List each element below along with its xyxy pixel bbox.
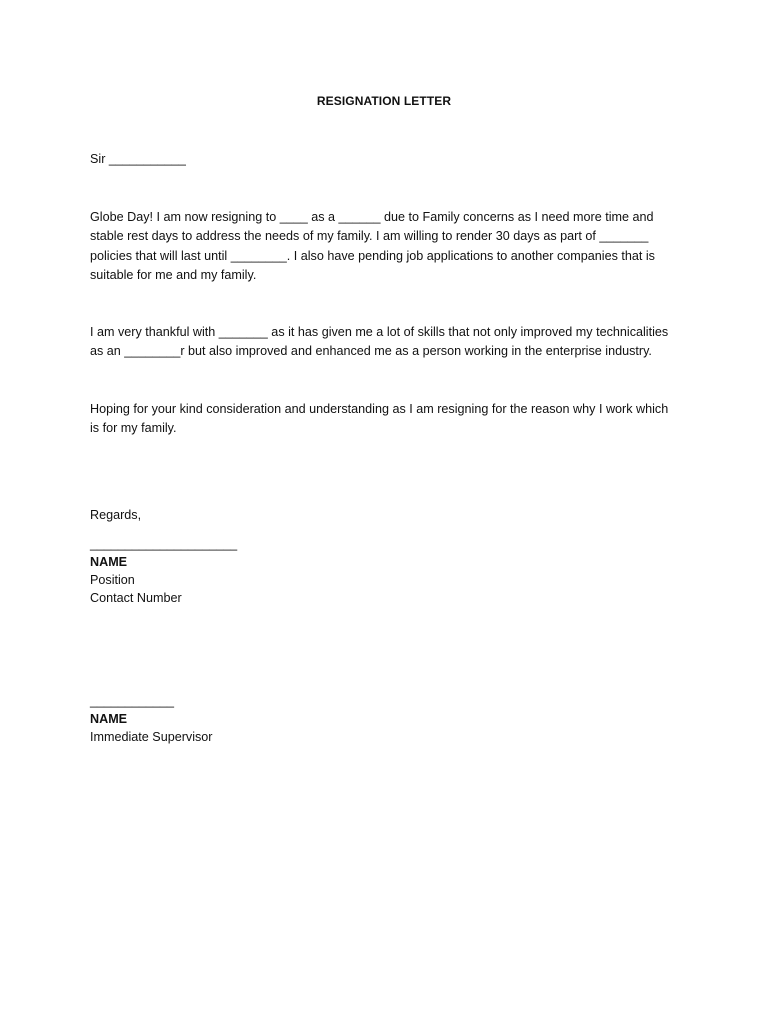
signature-supervisor-role: Immediate Supervisor [90, 730, 213, 744]
signature-contact-number: Contact Number [90, 591, 182, 605]
paragraph-1 [90, 208, 690, 286]
paragraph-1-line: suitable for me and my family. [90, 268, 257, 283]
letter-title: RESIGNATION LETTER [316, 94, 452, 108]
signature-name-1: NAME [90, 555, 128, 569]
paragraph-3-line: Hoping for your kind consideration and understanding as I am resigning for the reason why I work which [90, 402, 669, 416]
signature-line-1: _____________________ [90, 537, 238, 551]
paragraph-1-line: stable rest days to address the needs of my family. I am willing to render 30 days as part of _______ [90, 229, 649, 244]
paragraph-1-line: policies that will last until ________. I also have pending job applications to another companies that is [90, 248, 655, 263]
closing: Regards, [90, 508, 142, 522]
signature-position: Position [90, 573, 135, 587]
signature-name-2: NAME [90, 712, 128, 726]
signature-line-2: ____________ [90, 694, 175, 708]
salutation: Sir ___________ [90, 152, 186, 166]
paragraph-3-line: is for my family. [90, 421, 177, 436]
paragraph-1-line: Globe Day! I am now resigning to ____ as a ______ due to Family concerns as I need more time and [90, 210, 654, 224]
paragraph-2 [90, 323, 690, 362]
paragraph-2-line: I am very thankful with _______ as it has given me a lot of skills that not only improved my technicalities [90, 325, 669, 339]
paragraph-2-line: as an ________r but also improved and enhanced me as a person working in the enterprise industry. [90, 344, 652, 359]
paragraph-3 [90, 400, 690, 439]
